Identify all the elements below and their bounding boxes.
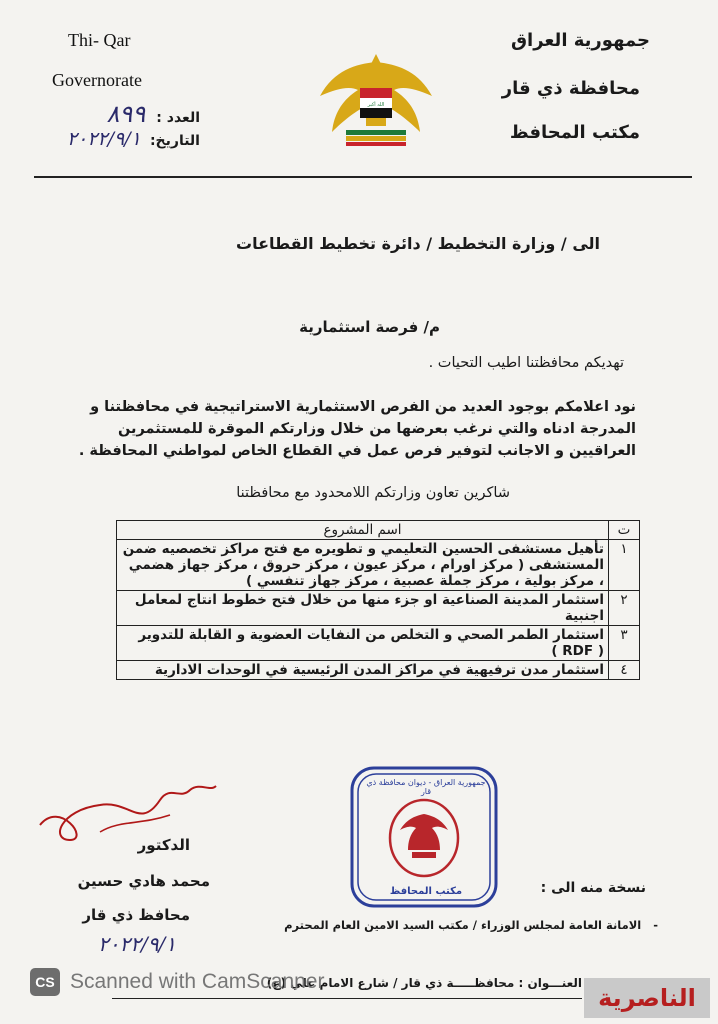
letter-subject: م/ فرصة استثمارية — [299, 318, 440, 336]
col-num-header: ت — [609, 521, 640, 540]
camscanner-watermark: Scanned with CamScanner — [70, 970, 325, 993]
header-en-line1: Thi- Qar — [68, 30, 131, 50]
footer-divider — [112, 998, 582, 999]
letter-thanks: شاكرين تعاون وزارتكم اللامحدود مع محافظتنا — [236, 485, 510, 501]
row-line: تأهيل مستشفى الحسين التعليمي و تطويره مع فتح مراكز تخصصيه ضمن — [122, 541, 604, 557]
projects-table — [116, 520, 640, 680]
row-project — [117, 591, 609, 626]
header-divider — [34, 176, 692, 178]
signature-date: ٢٠٢٢/٩/١ — [98, 932, 176, 956]
row-line: اجنبية — [564, 608, 604, 624]
copies-label: نسخة منه الى : — [540, 880, 646, 896]
row-line: ، مركز بولية ، مركز جملة عصبية ، مركز جهاز تنفسي ) — [246, 573, 604, 589]
date-value: ٢٠٢٢/٩/١ — [66, 128, 141, 150]
row-project — [117, 661, 609, 680]
header-ar-line3: مكتب المحافظ — [509, 122, 640, 143]
table-row — [117, 591, 640, 626]
row-project — [117, 540, 609, 591]
row-num: ١ — [609, 540, 640, 591]
header-en-line2: Governorate — [52, 70, 142, 90]
letter-addressee: الى / وزارة التخطيط / دائرة تخطيط القطاعات — [236, 234, 600, 253]
row-num: ٢ — [609, 591, 640, 626]
letter-paragraph — [76, 396, 636, 462]
official-stamp-icon — [348, 764, 500, 910]
footer-address: العنـــوان : محافظـــــة ذي قار / شارع الامام علي (ع) — [266, 976, 582, 990]
paragraph-line-3: العراقيين و الاجانب لتوفير فرص عمل في القطاع الخاص لمواطني المحافظة . — [78, 443, 636, 459]
row-line: استثمار الطمر الصحي و التخلص من النفايات العضوية و القابلة للتدوير — [138, 627, 604, 643]
table-row — [117, 661, 640, 680]
row-line: استثمار المدينة الصناعية او جزء منها من خلال فتح خطوط انتاج لمعامل — [134, 592, 604, 608]
row-line: استثمار مدن ترفيهية في مراكز المدن الرئيسية في الوحدات الادارية — [154, 662, 604, 678]
date-label: التاريخ: — [149, 133, 200, 149]
paragraph-line-1: نود اعلامكم بوجود العديد من الفرص الاستثمارية الاستراتيجية في محافظتنا و — [90, 399, 636, 415]
letter-date — [40, 128, 200, 156]
header-ar-line2: محافظة ذي قار — [501, 78, 640, 99]
paragraph-line-2: المدرجة ادناه والتي نرغب بعرضها من خلال وزارتكم الموقرة للمستثمرين — [117, 421, 636, 437]
eagle-emblem-icon — [316, 44, 436, 164]
row-num: ٤ — [609, 661, 640, 680]
table-header-row — [117, 521, 640, 540]
copies-item — [284, 918, 658, 932]
signatory-name: محمد هادي حسين — [77, 872, 210, 890]
col-project-header: اسم المشروع — [117, 521, 609, 540]
row-line: المستشفى ( مركز اورام ، مركز عيون ، مركز حروق ، مركز جهاز هضمي — [128, 557, 604, 573]
number-label: العدد : — [156, 110, 200, 126]
copies-bullet: - — [653, 918, 658, 932]
number-value: ٨٩٩ — [106, 100, 146, 128]
signatory-title: الدكتور — [137, 836, 190, 854]
camscanner-logo-icon: CS — [30, 968, 60, 996]
table-row — [117, 626, 640, 661]
signatory-position: محافظ ذي قار — [82, 906, 190, 924]
copies-item-text: الامانة العامة لمجلس الوزراء / مكتب السيد الامين العام المحترم — [284, 918, 642, 932]
nasiriyah-watermark: الناصرية — [584, 978, 710, 1018]
letter-number — [40, 100, 200, 128]
row-line: ( RDF ) — [551, 643, 604, 659]
row-project — [117, 626, 609, 661]
stamp-top-text: جمهورية العراق - ديوان محافظة ذي قار — [366, 778, 486, 796]
table-row — [117, 540, 640, 591]
letter-greeting: تهديكم محافظتنا اطيب التحيات . — [428, 355, 624, 371]
emblem-text: الله أكبر — [367, 102, 385, 108]
row-num: ٣ — [609, 626, 640, 661]
stamp-bottom-text: مكتب المحافظ — [389, 886, 463, 897]
header-ar-line1: جمهورية العراق — [510, 30, 650, 51]
